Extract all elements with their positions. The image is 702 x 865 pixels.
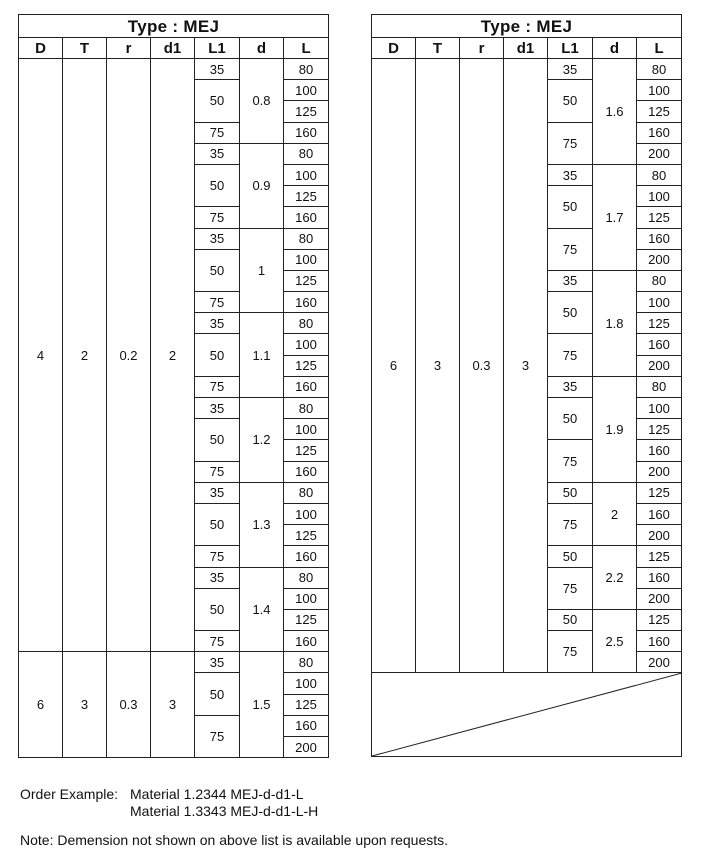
- cell-l1: 75: [195, 122, 240, 143]
- cell-l1: 35: [195, 313, 240, 334]
- cell-d: 0.9: [240, 143, 284, 228]
- cell-l: 100: [637, 80, 682, 101]
- cell-l1: 35: [195, 398, 240, 419]
- cell-r: 0.3: [460, 59, 504, 673]
- cell-l: 80: [284, 398, 329, 419]
- cell-l1: 35: [548, 164, 593, 185]
- cell-l1: 75: [195, 292, 240, 313]
- cell-l: 125: [284, 440, 329, 461]
- cell-d1: 3: [504, 59, 548, 673]
- cell-l: 80: [637, 59, 682, 80]
- column-header-d: d: [240, 38, 284, 59]
- cell-l1: 50: [548, 80, 593, 122]
- cell-l: 160: [284, 376, 329, 397]
- cell-l: 160: [284, 546, 329, 567]
- cell-d: 2.5: [593, 609, 637, 673]
- cell-l1: 35: [548, 270, 593, 291]
- cell-l: 125: [284, 355, 329, 376]
- cell-l: 200: [637, 525, 682, 546]
- cell-l1: 75: [548, 567, 593, 609]
- cell-l: 125: [284, 270, 329, 291]
- cell-l1: 50: [195, 164, 240, 206]
- cell-l: 160: [284, 715, 329, 736]
- cell-l: 80: [637, 164, 682, 185]
- cell-l1: 50: [195, 249, 240, 291]
- cell-l1: 75: [548, 631, 593, 673]
- cell-d: 6: [19, 652, 63, 758]
- cell-l: 100: [637, 398, 682, 419]
- cell-l1: 50: [195, 80, 240, 122]
- cell-l1: 75: [195, 207, 240, 228]
- cell-l: 125: [284, 101, 329, 122]
- cell-l: 160: [284, 631, 329, 652]
- column-header-d: D: [19, 38, 63, 59]
- cell-l: 80: [284, 567, 329, 588]
- cell-l1: 75: [195, 631, 240, 652]
- column-header-d1: d1: [504, 38, 548, 59]
- cell-l: 80: [637, 270, 682, 291]
- cell-d: 1.3: [240, 482, 284, 567]
- cell-l: 80: [284, 482, 329, 503]
- order-example-label: Order Example:: [20, 786, 119, 802]
- column-header-d: d: [593, 38, 637, 59]
- cell-t: 3: [416, 59, 460, 673]
- cell-l1: 75: [548, 440, 593, 482]
- cell-l: 125: [637, 419, 682, 440]
- cell-d: 1.9: [593, 376, 637, 482]
- cell-l: 160: [284, 122, 329, 143]
- cell-l: 125: [284, 694, 329, 715]
- cell-l: 160: [637, 503, 682, 524]
- cell-l: 100: [284, 503, 329, 524]
- cell-l: 100: [284, 419, 329, 440]
- column-header-d1: d1: [151, 38, 195, 59]
- cell-l: 100: [284, 588, 329, 609]
- cell-l1: 50: [548, 546, 593, 567]
- cell-l: 200: [637, 652, 682, 673]
- cell-l1: 50: [548, 186, 593, 228]
- table-row: [372, 59, 682, 80]
- cell-l: 80: [284, 59, 329, 80]
- cell-l: 160: [637, 440, 682, 461]
- cell-l: 160: [284, 292, 329, 313]
- table-title: Type : MEJ: [372, 15, 682, 38]
- cell-l: 200: [637, 249, 682, 270]
- column-header-r: r: [107, 38, 151, 59]
- cell-l: 100: [284, 673, 329, 694]
- cell-l1: 35: [195, 567, 240, 588]
- cell-l: 100: [284, 80, 329, 101]
- cell-l: 80: [284, 143, 329, 164]
- column-header-l: L: [637, 38, 682, 59]
- cell-l: 125: [284, 525, 329, 546]
- cell-l: 200: [637, 143, 682, 164]
- cell-l: 125: [284, 609, 329, 630]
- column-header-d: D: [372, 38, 416, 59]
- cell-l: 200: [637, 588, 682, 609]
- column-header-l: L: [284, 38, 329, 59]
- cell-l: 200: [637, 461, 682, 482]
- cell-d: 1.5: [240, 652, 284, 758]
- cell-l1: 35: [195, 482, 240, 503]
- cell-l1: 50: [548, 482, 593, 503]
- cell-d: 1.2: [240, 398, 284, 483]
- cell-d1: 3: [151, 652, 195, 758]
- cell-l1: 35: [195, 143, 240, 164]
- cell-l: 100: [284, 164, 329, 185]
- order-example-line-1: Material 1.2344 MEJ-d-d1-L: [130, 786, 304, 802]
- cell-l1: 75: [195, 715, 240, 757]
- cell-d: 6: [372, 59, 416, 673]
- column-header-l1: L1: [548, 38, 593, 59]
- cell-l1: 75: [548, 122, 593, 164]
- cell-d: 2.2: [593, 546, 637, 610]
- cell-l1: 50: [195, 673, 240, 715]
- cell-l1: 35: [195, 59, 240, 80]
- cell-d: 1.1: [240, 313, 284, 398]
- cell-d: 1.8: [593, 270, 637, 376]
- cell-l: 160: [284, 207, 329, 228]
- cell-d: 2: [593, 482, 637, 546]
- table-row: [19, 59, 329, 80]
- order-example: [20, 786, 318, 820]
- cell-l1: 75: [548, 503, 593, 545]
- cell-l: 100: [284, 249, 329, 270]
- cell-l1: 75: [548, 228, 593, 270]
- cell-l: 125: [637, 313, 682, 334]
- cell-l1: 50: [195, 503, 240, 545]
- cell-r: 0.3: [107, 652, 151, 758]
- cell-l: 200: [284, 737, 329, 758]
- cell-l1: 50: [195, 334, 240, 376]
- cell-d: 0.8: [240, 59, 284, 144]
- cell-l1: 50: [548, 609, 593, 630]
- cell-t: 3: [63, 652, 107, 758]
- cell-l: 80: [284, 313, 329, 334]
- spec-table-right: [371, 14, 682, 757]
- column-header-t: T: [416, 38, 460, 59]
- cell-l: 125: [637, 207, 682, 228]
- cell-l: 160: [637, 228, 682, 249]
- cell-l: 80: [284, 652, 329, 673]
- cell-l1: 75: [195, 546, 240, 567]
- cell-l1: 75: [548, 334, 593, 376]
- cell-l: 160: [284, 461, 329, 482]
- cell-r: 0.2: [107, 59, 151, 652]
- cell-d1: 2: [151, 59, 195, 652]
- cell-l: 80: [637, 376, 682, 397]
- cell-l: 125: [637, 101, 682, 122]
- cell-d: 1.4: [240, 567, 284, 652]
- cell-l1: 50: [548, 398, 593, 440]
- column-header-t: T: [63, 38, 107, 59]
- cell-l1: 75: [195, 461, 240, 482]
- cell-l1: 35: [195, 652, 240, 673]
- cell-l1: 75: [195, 376, 240, 397]
- cell-l: 100: [637, 292, 682, 313]
- cell-l: 125: [637, 482, 682, 503]
- spec-table-left: [18, 14, 329, 758]
- cell-l: 125: [284, 186, 329, 207]
- cell-l1: 35: [548, 59, 593, 80]
- cell-d: 1: [240, 228, 284, 313]
- cell-l1: 35: [195, 228, 240, 249]
- cell-l: 125: [637, 609, 682, 630]
- empty-cell-diagonal: [372, 673, 682, 757]
- cell-d: 1.7: [593, 164, 637, 270]
- cell-l1: 50: [195, 588, 240, 630]
- cell-l: 160: [637, 631, 682, 652]
- cell-l: 160: [637, 567, 682, 588]
- cell-l: 200: [637, 355, 682, 376]
- order-example-line-2: Material 1.3343 MEJ-d-d1-L-H: [130, 803, 319, 819]
- cell-l: 160: [637, 334, 682, 355]
- cell-l1: 50: [548, 292, 593, 334]
- cell-d: 4: [19, 59, 63, 652]
- cell-l: 125: [637, 546, 682, 567]
- cell-d: 1.6: [593, 59, 637, 165]
- cell-l1: 50: [195, 419, 240, 461]
- cell-l: 100: [284, 334, 329, 355]
- table-row: [19, 652, 329, 673]
- availability-note: Note: Demension not shown on above list is available upon requests.: [20, 832, 449, 848]
- cell-l: 160: [637, 122, 682, 143]
- cell-l: 80: [284, 228, 329, 249]
- cell-t: 2: [63, 59, 107, 652]
- table-title: Type : MEJ: [19, 15, 329, 38]
- cell-l: 100: [637, 186, 682, 207]
- cell-l1: 35: [548, 376, 593, 397]
- column-header-r: r: [460, 38, 504, 59]
- column-header-l1: L1: [195, 38, 240, 59]
